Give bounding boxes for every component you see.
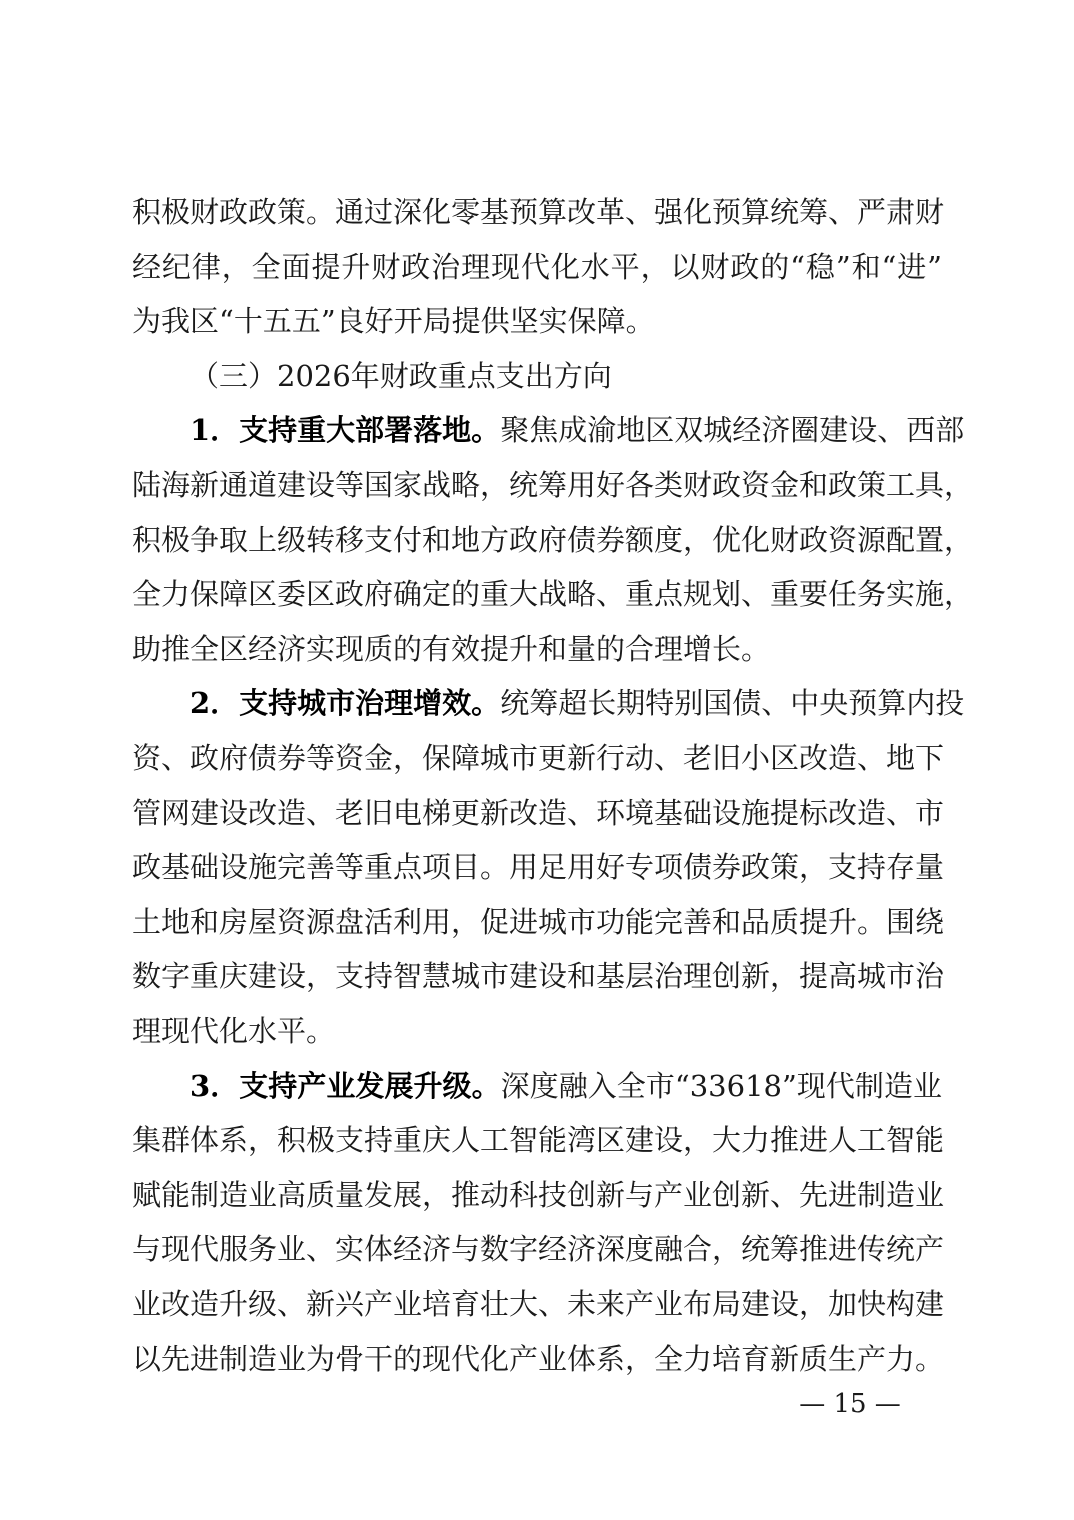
line-text: 陆海新通道建设等国家战略，统筹用好各类财政资金和政策工具， bbox=[132, 468, 974, 502]
line-text: 赋能制造业高质量发展，推动科技创新与产业创新、先进制造业 bbox=[132, 1177, 945, 1212]
text-line bbox=[190, 1066, 942, 1106]
text-line bbox=[132, 192, 945, 232]
paragraph-lead-heading: 3．支持产业发展升级。 bbox=[190, 1068, 501, 1103]
line-text: （三）2026年财政重点支出方向 bbox=[190, 358, 612, 393]
text-line bbox=[132, 1229, 945, 1269]
text-line bbox=[132, 301, 942, 341]
line-text: 统筹超长期特别国债、中央预算内投 bbox=[500, 686, 965, 721]
line-text: 资、政府债券等资金，保障城市更新行动、老旧小区改造、地下 bbox=[132, 741, 945, 775]
line-text: 积极争取上级转移支付和地方政府债券额度，优化财政资源配置， bbox=[132, 522, 974, 557]
text-line bbox=[132, 1284, 945, 1324]
paragraph-lead-heading: 2．支持城市治理增效。 bbox=[190, 686, 501, 721]
text-line bbox=[132, 902, 945, 942]
line-text: 数字重庆建设，支持智慧城市建设和基层治理创新，提高城市治 bbox=[132, 959, 945, 994]
text-line bbox=[132, 1120, 945, 1160]
line-text: 业改造升级、新兴产业培育壮大、未来产业布局建设，加快构建 bbox=[132, 1287, 945, 1321]
line-text: 深度融入全市“33618”现代制造业 bbox=[500, 1068, 942, 1103]
text-line bbox=[190, 683, 965, 723]
text-line bbox=[132, 465, 974, 505]
text-line bbox=[132, 629, 942, 669]
line-text: 理现代化水平。 bbox=[132, 1014, 336, 1048]
text-line bbox=[132, 1011, 942, 1051]
line-text: 土地和房屋资源盘活利用，促进城市功能完善和品质提升。围绕 bbox=[132, 904, 945, 939]
line-text: 集群体系，积极支持重庆人工智能湾区建设，大力推进人工智能 bbox=[132, 1123, 945, 1158]
page-number: — 15 — bbox=[799, 1389, 901, 1419]
text-line bbox=[132, 738, 945, 778]
line-text: 与现代服务业、实体经济与数字经济深度融合，统筹推进传统产 bbox=[132, 1232, 945, 1267]
line-text: 政基础设施完善等重点项目。用足用好专项债券政策，支持存量 bbox=[132, 850, 945, 885]
line-text: 聚焦成渝地区双城经济圈建设、西部 bbox=[500, 413, 965, 448]
text-line bbox=[132, 847, 945, 887]
section-heading bbox=[190, 356, 942, 396]
line-text: 以先进制造业为骨干的现代化产业体系，全力培育新质生产力。 bbox=[132, 1341, 945, 1376]
text-line bbox=[132, 520, 974, 560]
line-text: 为我区“十五五”良好开局提供坚实保障。 bbox=[132, 304, 655, 339]
text-line bbox=[132, 1339, 945, 1379]
text-line bbox=[132, 956, 945, 996]
line-text: 全力保障区委区政府确定的重大战略、重点规划、重要任务实施， bbox=[132, 577, 974, 612]
text-line bbox=[132, 247, 942, 287]
text-line bbox=[132, 793, 945, 833]
text-line bbox=[132, 1175, 945, 1215]
line-text: 助推全区经济实现质的有效提升和量的合理增长。 bbox=[132, 631, 771, 666]
line-text: 经纪律，全面提升财政治理现代化水平，以财政的“稳”和“进” bbox=[132, 249, 942, 284]
text-line bbox=[132, 574, 974, 614]
line-text: 管网建设改造、老旧电梯更新改造、环境基础设施提标改造、市 bbox=[132, 795, 945, 830]
line-text: 积极财政政策。通过深化零基预算改革、强化预算统筹、严肃财 bbox=[132, 195, 945, 229]
paragraph-lead-heading: 1．支持重大部署落地。 bbox=[190, 413, 501, 448]
text-line bbox=[190, 410, 965, 450]
